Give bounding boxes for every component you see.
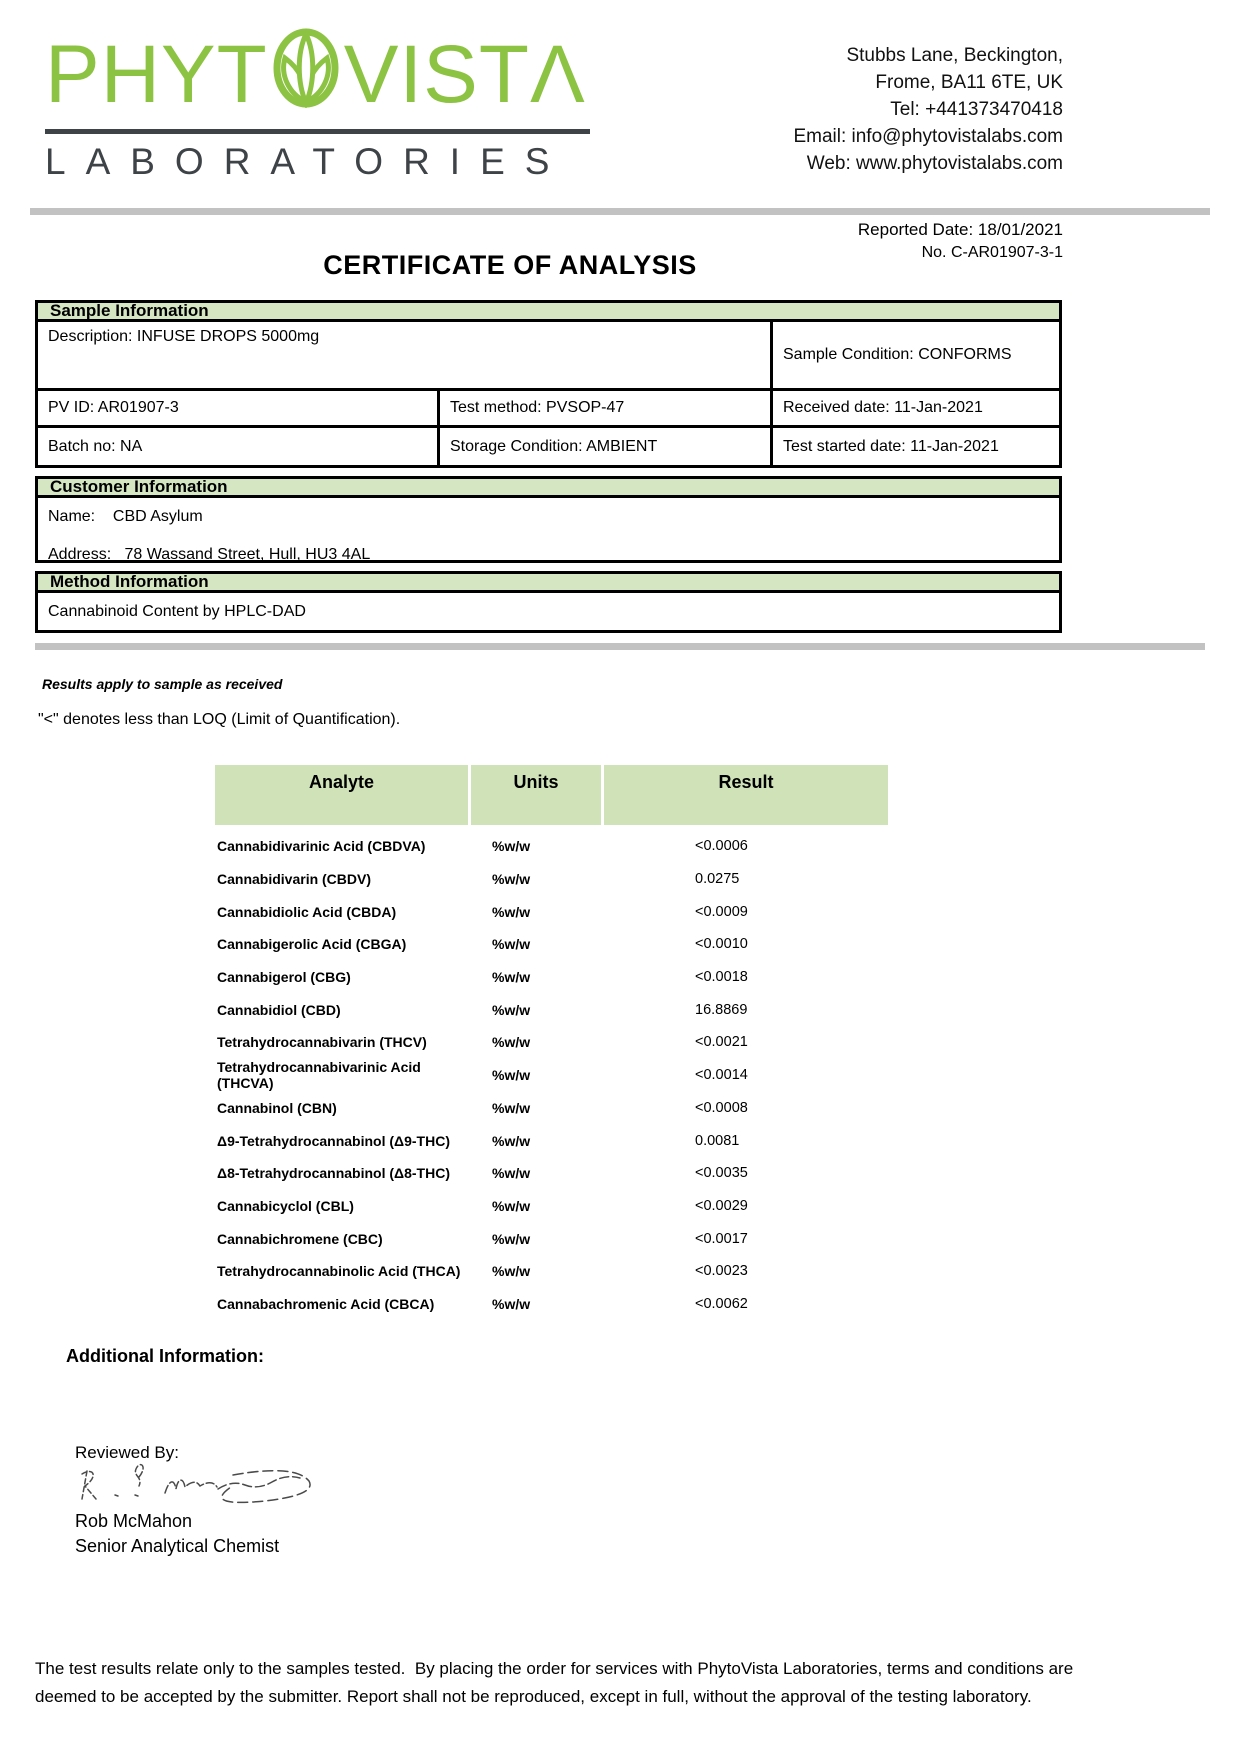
result-cell: <0.0017 (695, 1230, 748, 1247)
analyte-cell: Cannabidivarin (CBDV) (217, 871, 372, 888)
contact-phone: Tel: +441373470418 (890, 99, 1063, 120)
results-table (215, 765, 887, 1320)
customer-address: Address: 78 Wassand Street, Hull, HU3 4AL (48, 546, 371, 563)
result-cell: 0.0275 (695, 871, 740, 888)
page-title: CERTIFICATE OF ANALYSIS (323, 250, 697, 280)
units-cell: %w/w (492, 871, 531, 888)
page-header (45, 28, 1240, 183)
results-table-row (215, 1026, 887, 1059)
result-cell: <0.0035 (695, 1165, 748, 1182)
analyte-cell: Cannabichromene (CBC) (217, 1230, 383, 1247)
lab-contact-info (793, 42, 1063, 177)
reviewed-by-label: Reviewed By: (75, 1443, 179, 1463)
analyte-cell: Cannabicyclol (CBL) (217, 1197, 354, 1214)
result-cell: <0.0006 (695, 838, 748, 855)
results-table-row (215, 993, 887, 1026)
reviewer-name: Rob McMahon (75, 1511, 193, 1532)
units-column-header: Units (471, 765, 601, 825)
analyte-cell: Δ8-Tetrahydrocannabinol (Δ8-THC) (217, 1165, 450, 1182)
units-cell: %w/w (492, 1263, 531, 1280)
units-cell: %w/w (492, 838, 531, 855)
analyte-cell: Cannabidiolic Acid (CBDA) (217, 903, 397, 920)
result-cell: <0.0014 (695, 1067, 748, 1084)
result-cell: 0.0081 (695, 1132, 740, 1149)
units-cell: %w/w (492, 1034, 531, 1051)
result-cell: <0.0062 (695, 1295, 748, 1312)
result-cell: <0.0018 (695, 969, 748, 986)
results-table-row (215, 1059, 887, 1092)
results-table-row (215, 928, 887, 961)
additional-information-heading: Additional Information: (66, 1346, 264, 1367)
analyte-cell: Cannabachromenic Acid (CBCA) (217, 1295, 435, 1312)
received-date-cell: Received date: 11-Jan-2021 (783, 399, 983, 416)
result-cell: <0.0021 (695, 1034, 748, 1051)
result-column-header: Result (604, 765, 888, 825)
results-table-row (215, 1157, 887, 1190)
sample-information-heading: Sample Information (35, 300, 1062, 322)
method-information-box: Cannabinoid Content by HPLC-DAD (35, 593, 1062, 633)
section-divider-bar (35, 643, 1205, 650)
footer-disclaimer (35, 1655, 1215, 1711)
batch-no-cell: Batch no: NA (38, 428, 440, 465)
analyte-cell: Cannabinol (CBN) (217, 1099, 337, 1116)
leaf-icon (270, 28, 342, 122)
report-number: No. C-AR01907-3-1 (921, 244, 1063, 261)
loq-note: "<" denotes less than LOQ (Limit of Quantification). (38, 711, 401, 728)
customer-information-heading: Customer Information (35, 476, 1062, 498)
test-started-date-cell: Test started date: 11-Jan-2021 (783, 437, 999, 455)
units-cell: %w/w (492, 903, 531, 920)
units-cell: %w/w (492, 969, 531, 986)
units-cell: %w/w (492, 1230, 531, 1247)
footer-line-2: deemed to be accepted by the submitter. Report shall not be reproduced, except in full, without the approval of the testing laboratory. (35, 1687, 1032, 1706)
result-cell: <0.0010 (695, 936, 748, 953)
analyte-cell: Tetrahydrocannabivarinic Acid (THCVA) (217, 1059, 421, 1092)
result-cell: <0.0023 (695, 1263, 748, 1280)
units-cell: %w/w (492, 1099, 531, 1116)
results-table-row (215, 1190, 887, 1223)
reported-date: Reported Date: 18/01/2021 (857, 220, 1063, 239)
signature-scribble (73, 1463, 323, 1507)
analyte-cell: Δ9-Tetrahydrocannabinol (Δ9-THC) (217, 1132, 450, 1149)
contact-address-line-1: Stubbs Lane, Beckington, (846, 45, 1063, 66)
units-cell: %w/w (492, 1165, 531, 1182)
pv-id-cell: PV ID: AR01907-3 (38, 391, 440, 425)
sample-description-cell: Description: INFUSE DROPS 5000mg (38, 322, 773, 388)
result-cell: <0.0029 (695, 1197, 748, 1214)
logo-divider (45, 129, 590, 134)
analyte-cell: Cannabidivarinic Acid (CBDVA) (217, 838, 426, 855)
results-table-row (215, 1124, 887, 1157)
test-method-cell: Test method: PVSOP-47 (440, 391, 773, 425)
sample-condition-cell: Sample Condition: CONFORMS (783, 346, 1012, 363)
analyte-cell: Cannabigerol (CBG) (217, 969, 351, 986)
contact-email: Email: info@phytovistalabs.com (793, 126, 1063, 147)
results-table-row (215, 961, 887, 994)
logo-text-prefix: PHYT (45, 29, 268, 120)
logo-wordmark (45, 28, 605, 122)
header-divider-bar (30, 208, 1210, 215)
results-table-row (215, 863, 887, 896)
analyte-cell: Cannabigerolic Acid (CBGA) (217, 936, 407, 953)
logo-text-suffix: VISTΛ (343, 29, 586, 120)
results-table-body (215, 830, 887, 1320)
contact-address-line-2: Frome, BA11 6TE, UK (875, 72, 1063, 93)
units-cell: %w/w (492, 1295, 531, 1312)
contact-web: Web: www.phytovistalabs.com (806, 153, 1063, 174)
results-table-row (215, 830, 887, 863)
units-cell: %w/w (492, 936, 531, 953)
results-table-header (215, 765, 887, 825)
customer-name: Name: CBD Asylum (48, 508, 203, 525)
analyte-cell: Cannabidiol (CBD) (217, 1001, 341, 1018)
results-table-row (215, 1288, 887, 1321)
sample-information-table (35, 322, 1062, 468)
units-cell: %w/w (492, 1132, 531, 1149)
method-information-heading: Method Information (35, 571, 1062, 593)
reviewer-role: Senior Analytical Chemist (75, 1536, 280, 1557)
phytovista-logo (45, 28, 605, 183)
results-table-row (215, 1255, 887, 1288)
analyte-cell: Tetrahydrocannabinolic Acid (THCA) (217, 1263, 461, 1280)
results-table-row (215, 895, 887, 928)
customer-information-box (35, 498, 1062, 563)
results-table-row (215, 1092, 887, 1125)
units-cell: %w/w (492, 1197, 531, 1214)
results-note: Results apply to sample as received (42, 676, 283, 692)
units-cell: %w/w (492, 1001, 531, 1018)
results-table-row (215, 1222, 887, 1255)
content-column (35, 300, 1062, 1559)
result-cell: <0.0009 (695, 903, 748, 920)
units-cell: %w/w (492, 1067, 531, 1084)
footer-line-1: The test results relate only to the samples tested. By placing the order for services with PhytoVista Laboratories, terms and conditions are (35, 1659, 1074, 1678)
result-cell: 16.8869 (695, 1001, 748, 1018)
analyte-column-header: Analyte (215, 765, 468, 825)
result-cell: <0.0008 (695, 1099, 748, 1116)
logo-subtitle: LABORATORIES (45, 141, 570, 182)
storage-condition-cell: Storage Condition: AMBIENT (440, 428, 773, 465)
analyte-cell: Tetrahydrocannabivarin (THCV) (217, 1034, 427, 1051)
